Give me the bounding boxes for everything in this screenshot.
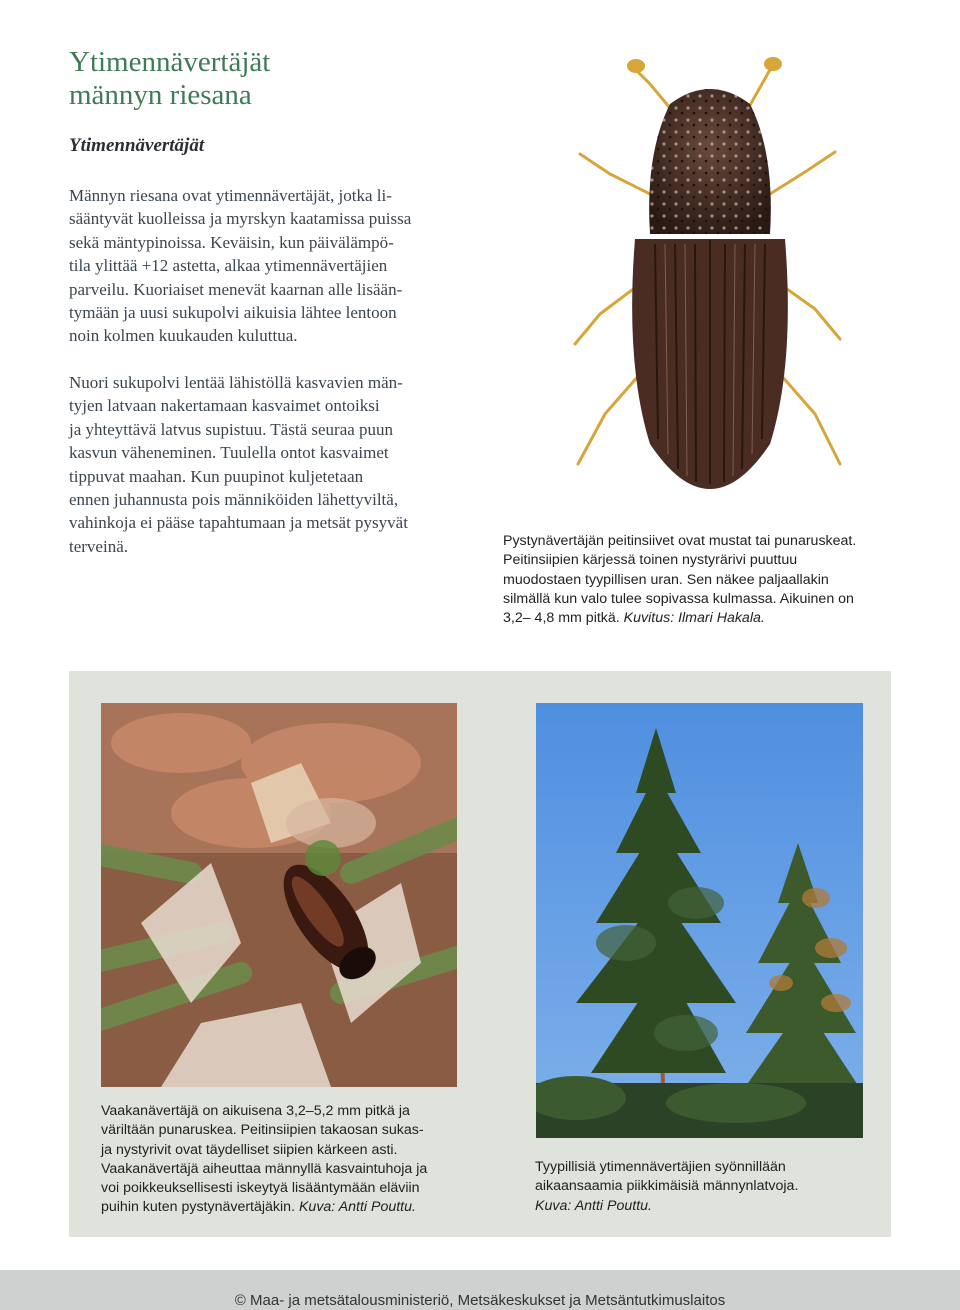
text-line: ennen juhannusta pois männiköiden lähettyviltä, <box>69 490 399 510</box>
title-line-2: männyn riesana <box>69 79 252 111</box>
text-line: Männyn riesana ovat ytimennävertäjät, jotka li- <box>69 186 392 205</box>
beetle-shoot-drawing <box>101 703 457 1087</box>
caption-line: Pystynävertäjän peitinsiivet ovat mustat tai punaruskeat. <box>503 533 857 549</box>
pine-crowns-photo <box>536 703 863 1138</box>
photo-credit: Kuva: Antti Pouttu. <box>298 1199 416 1216</box>
text-line: sääntyvät kuolleissa ja myrskyn kaatamissa puissa <box>69 209 412 229</box>
text-line: sekä mäntypinoissa. Keväisin, kun päivälämpö- <box>69 232 394 252</box>
text-line: tyjen latvaan nakertamaan kasvaimet ontoiksi <box>69 396 380 416</box>
caption-line: silmällä kun valo tulee sopivassa kulmassa. Aikuinen on <box>503 590 854 607</box>
caption-line: Peitinsiipien kärjessä toinen nystyrärivi puuttuu <box>503 552 798 569</box>
footer-copyright: © Maa- ja metsätalousministeriö, Metsäkeskukset ja Metsäntutkimuslaitos <box>234 1292 726 1309</box>
caption-line: väriltään punaruskea. Peitinsiipien takaosan sukas- <box>101 1122 424 1139</box>
caption-line: Vaakanävertäjä on aikuisena 3,2–5,2 mm pitkä ja <box>101 1103 410 1119</box>
beetle-caption <box>503 532 856 628</box>
section-subheading: Ytimennävertäjät <box>69 135 205 156</box>
page-title <box>69 46 489 112</box>
caption-last-text: puihin kuten pystynävertäjäkin. <box>101 1199 296 1216</box>
caption-line: aikaansaamia piikkimäisiä männynlatvoja. <box>535 1178 799 1195</box>
text-line: terveinä. <box>69 536 128 556</box>
caption-line: Vaakanävertäjä aiheuttaa männyllä kasvaintuhoja ja <box>101 1160 428 1177</box>
illustration-credit: Kuvitus: Ilmari Hakala. <box>623 610 765 627</box>
beetle-illustration <box>540 44 880 504</box>
right-photo-caption <box>535 1158 798 1216</box>
caption-line: muodostaen tyypillisen uran. Sen näkee paljaallakin <box>503 571 829 588</box>
text-line: tymään ja uusi sukupolvi aikuisia lähtee lentoon <box>69 303 397 323</box>
paragraph-1 <box>69 184 469 348</box>
caption-line: voi poikkeuksellisesti iskeytyä lisääntymään eläviin <box>101 1180 420 1197</box>
caption-last-text: 3,2– 4,8 mm pitkä. <box>503 610 620 627</box>
text-line: tila ylittää +12 astetta, alkaa ytimennävertäjien <box>69 256 388 276</box>
text-line: tippuvat maahan. Kun puupinot kuljetetaan <box>69 466 364 486</box>
pine-crowns-drawing <box>536 703 863 1138</box>
text-line: Nuori sukupolvi lentää lähistöllä kasvavien män- <box>69 373 403 392</box>
beetle-in-shoot-photo <box>101 703 457 1087</box>
text-line: vahinkoja ei pääse tapahtumaan ja metsät pysyvät <box>69 513 408 533</box>
caption-line <box>503 609 856 628</box>
beetle-drawing <box>540 44 880 504</box>
text-line: ja yhteyttävä latvus supistuu. Tästä seuraa puun <box>69 419 394 439</box>
caption-line: ja nystyrivit ovat täydelliset siipien kärkeen asti. <box>101 1141 398 1158</box>
text-line: kasvun väheneminen. Tuulella ontot kasvaimet <box>69 443 389 463</box>
caption-line: Tyypillisiä ytimennävertäjien syönnillään <box>535 1159 786 1175</box>
title-line-1: Ytimennävertäjät <box>69 46 271 78</box>
left-photo-caption <box>101 1102 427 1218</box>
text-line: parveilu. Kuoriaiset menevät kaarnan alle lisään- <box>69 279 403 299</box>
caption-line <box>101 1198 427 1217</box>
caption-line <box>535 1197 798 1216</box>
photo-credit: Kuva: Antti Pouttu. <box>535 1197 652 1214</box>
text-line: noin kolmen kuukauden kuluttua. <box>69 326 298 346</box>
paragraph-2 <box>69 371 469 558</box>
